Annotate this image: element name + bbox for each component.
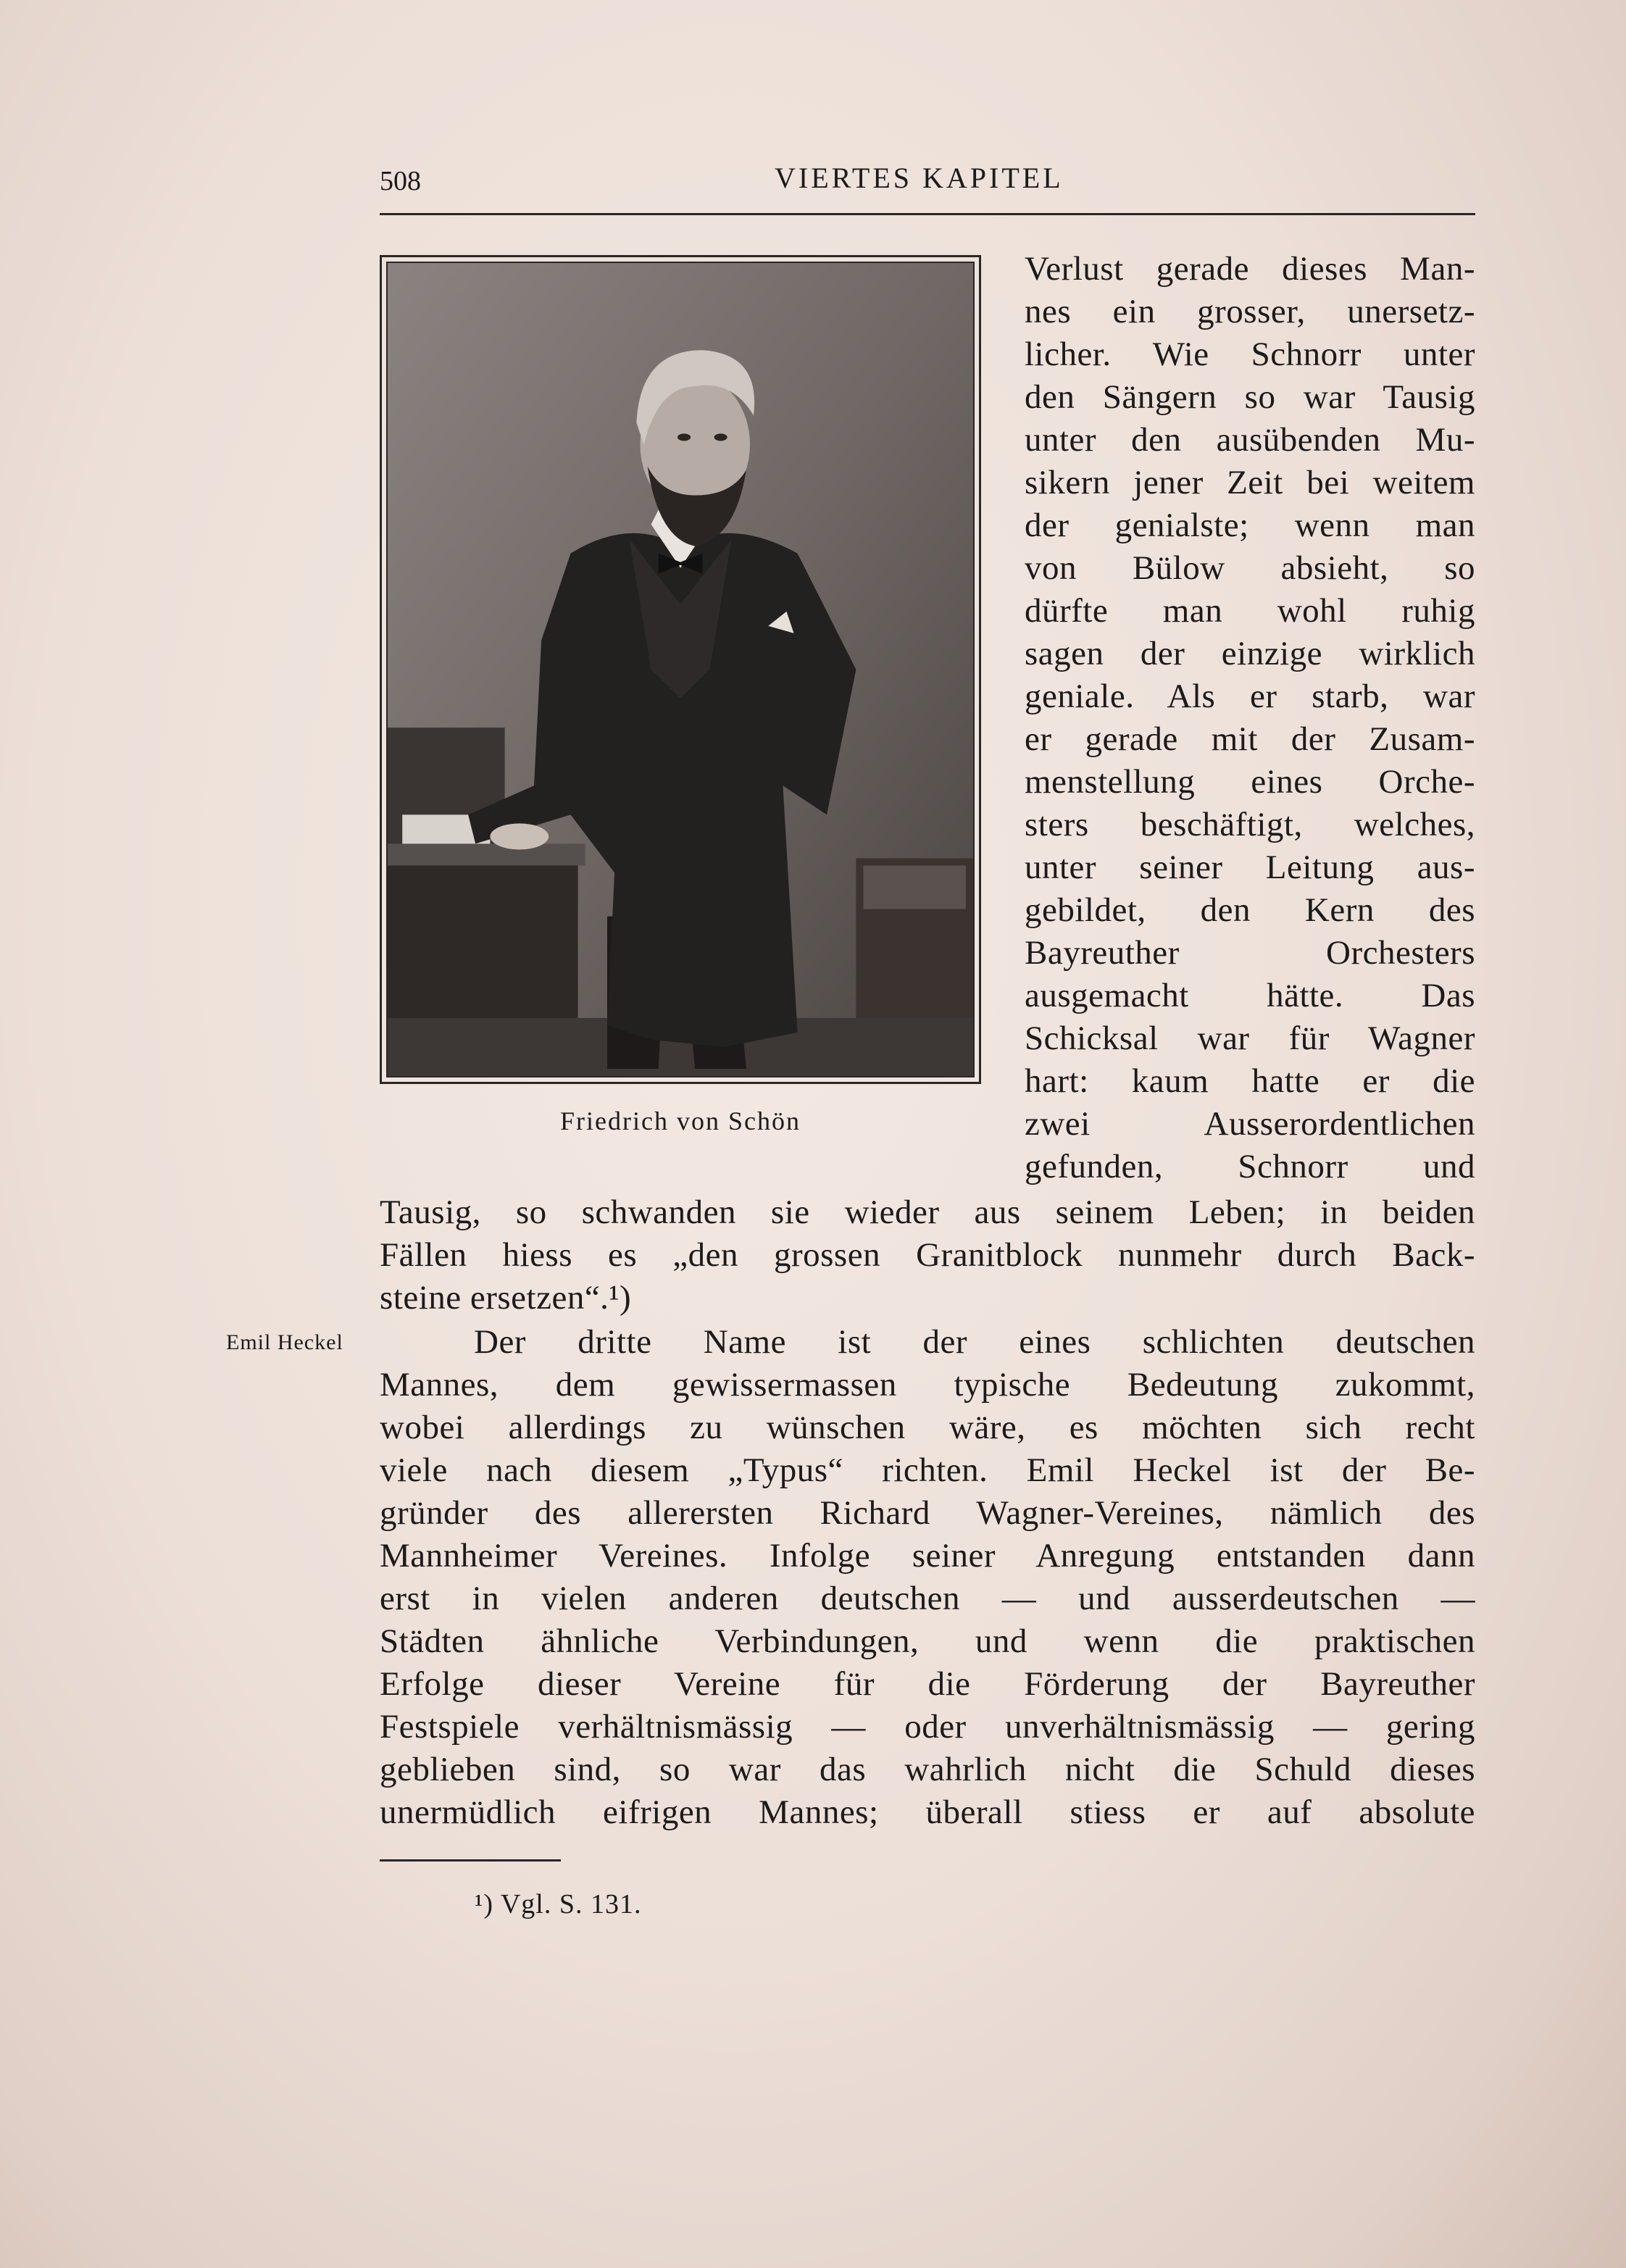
text-line: Schicksal war für Wagner xyxy=(1025,1020,1475,1057)
text-line: unermüdlich eifrigen Mannes; überall stiess er auf absolute xyxy=(380,1793,1475,1831)
text-line: sagen der einzige wirklich xyxy=(1025,635,1475,672)
text-line: der genialste; wenn man xyxy=(1025,506,1475,544)
text-line: ausgemacht hätte. Das xyxy=(1025,977,1475,1014)
figure-caption: Friedrich von Schön xyxy=(560,1106,801,1135)
text-line: Tausig, so schwanden sie wieder aus seinem Leben; in beiden xyxy=(380,1193,1475,1231)
footnote-rule xyxy=(380,1859,561,1861)
chapter-title: VIERTES KAPITEL xyxy=(775,162,1064,194)
text-line: menstellung eines Orche- xyxy=(1025,763,1475,801)
text-line: gebildet, den Kern des xyxy=(1025,891,1475,929)
text-line: licher. Wie Schnorr unter xyxy=(1025,335,1475,373)
text-line: nes ein grosser, unersetz- xyxy=(1025,293,1475,330)
text-line: Städten ähnliche Verbindungen, und wenn die praktischen xyxy=(380,1622,1475,1660)
text-line: er gerade mit der Zusam- xyxy=(1025,720,1475,758)
text-line: Erfolge dieser Vereine für die Förderung der Bayreuther xyxy=(380,1665,1475,1703)
text-line: geniale. Als er starb, war xyxy=(1025,678,1475,715)
portrait-figure xyxy=(380,255,981,1084)
text-line: Der dritte Name ist der eines schlichten deutschen xyxy=(474,1323,1475,1361)
text-line: unter seiner Leitung aus- xyxy=(1025,849,1475,886)
text-line: Fällen hiess es „den grossen Granitblock nunmehr durch Back- xyxy=(380,1236,1475,1274)
text-line: viele nach diesem „Typus“ richten. Emil Heckel ist der Be- xyxy=(380,1451,1475,1489)
marginal-note: Emil Heckel xyxy=(226,1330,343,1354)
text-line: wobei allerdings zu wünschen wäre, es möchten sich recht xyxy=(380,1409,1475,1446)
text-line: sters beschäftigt, welches, xyxy=(1025,806,1475,843)
text-line: dürfte man wohl ruhig xyxy=(1025,592,1475,630)
text-line: Mannes, dem gewissermassen typische Bedeutung zukommt, xyxy=(380,1366,1475,1404)
text-line: geblieben sind, so war das wahrlich nicht die Schuld dieses xyxy=(380,1751,1475,1788)
text-line: Festspiele verhältnismässig — oder unverhältnismässig — gering xyxy=(380,1708,1475,1746)
text-line: Bayreuther Orchesters xyxy=(1025,934,1475,972)
text-line: von Bülow absieht, so xyxy=(1025,549,1475,587)
text-line: hart: kaum hatte er die xyxy=(1025,1062,1475,1100)
text-line: Mannheimer Vereines. Infolge seiner Anregung entstanden dann xyxy=(380,1537,1475,1575)
portrait-photograph xyxy=(386,262,975,1077)
running-head xyxy=(380,161,1475,215)
text-line: gefunden, Schnorr und xyxy=(1025,1148,1475,1185)
text-line: unter den ausübenden Mu- xyxy=(1025,421,1475,459)
text-line: gründer des allerersten Richard Wagner-Vereines, nämlich des xyxy=(380,1494,1475,1532)
text-line: Verlust gerade dieses Man- xyxy=(1025,250,1475,288)
text-line: den Sängern so war Tausig xyxy=(1025,378,1475,416)
text-line: sikern jener Zeit bei weitem xyxy=(1025,464,1475,501)
portrait-illustration xyxy=(388,263,973,1076)
footnote: ¹) Vgl. S. 131. xyxy=(475,1889,642,1919)
text-line: steine ersetzen“.¹) xyxy=(380,1279,632,1317)
text-line: zwei Ausserordentlichen xyxy=(1025,1105,1475,1143)
page-number: 508 xyxy=(380,166,421,196)
text-line: erst in vielen anderen deutschen — und ausserdeutschen — xyxy=(380,1580,1475,1617)
